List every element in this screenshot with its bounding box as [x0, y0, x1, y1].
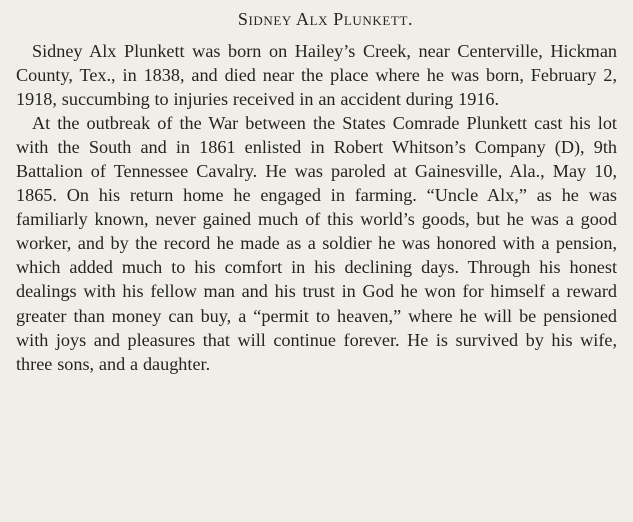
obituary-paragraph-1: Sidney Alx Plunkett was born on Hailey’s Creek, near Centerville, Hickman County, Tex., in 1838, and died near the place where he was born, February 2, 1918, succumbing to injuries received in an accident during 1916. — [16, 41, 617, 110]
obituary-heading: Sidney Alx Plunkett. — [237, 9, 414, 29]
obituary-paragraph-2: At the outbreak of the War between the States Comrade Plunkett cast his lot with the South and in 1861 enlisted in Robert Whitson’s Company (D), 9th Battalion of Tennessee Cavalry. He was paroled at Gainesville, Ala., May 10, 1865. On his return home he engaged in farming. “Uncle Alx,” as he was familiarly known, never gained much of this world’s goods, but he was a good worker, and by the record he made as a soldier he was honored with a pension, which added much to his comfort in his declining days. Through his honest dealings with his fellow man and his trust in God he won for himself a reward greater than money can buy, a “permit to heaven,” where he will be pensioned with joys and pleasures that will continue forever. He is survived by his wife, three sons, and a daughter. — [16, 113, 617, 374]
